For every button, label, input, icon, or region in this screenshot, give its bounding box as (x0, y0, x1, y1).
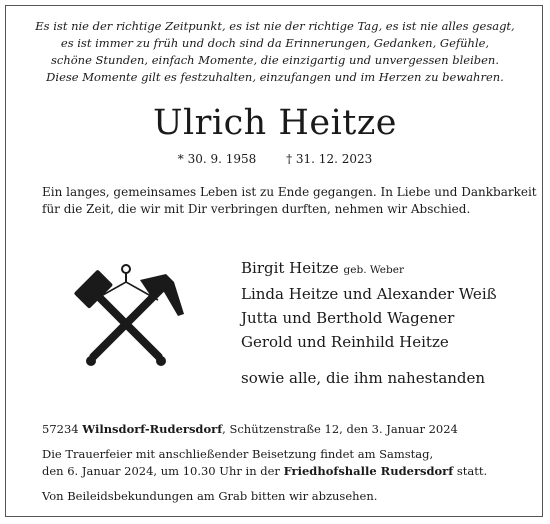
mourner-entry (241, 256, 541, 282)
spacer (42, 438, 532, 446)
funeral-line (42, 463, 532, 480)
poem-line: Diese Momente gilt es festzuhalten, einzufangen und im Herzen zu bewahren. (46, 70, 504, 84)
funeral-venue: Friedhofshalle Rudersdorf (283, 464, 454, 478)
condolence-note: Von Beileidsbekundungen am Grab bitten wir abzusehen. (42, 489, 378, 503)
deceased-name: Ulrich Heitze (152, 103, 398, 143)
footer-info (42, 421, 532, 505)
birth-date: * 30. 9. 1958 (177, 152, 257, 166)
death-date: † 31. 12. 2023 (286, 152, 373, 166)
poem (0, 18, 550, 86)
farewell-line: für die Zeit, die wir mit Dir verbringen durften, nehmen wir Abschied. (42, 202, 471, 216)
farewell-text (42, 184, 537, 218)
funeral-date: den 6. Januar 2024, um 10.30 Uhr in der (42, 464, 284, 478)
postcode: 57234 (42, 422, 79, 436)
mourner-entry: Linda Heitze und Alexander Weiß (241, 285, 497, 303)
poem-line: schöne Stunden, einfach Momente, die einzigartig und unvergessen bleiben. (51, 53, 499, 67)
mourner-entry: Gerold und Reinhild Heitze (241, 333, 449, 351)
mourner-name: Birgit Heitze (241, 259, 339, 277)
poem-line: es ist immer zu früh und doch sind da Erinnerungen, Gedanken, Gefühle, (60, 36, 490, 50)
street-address: , Schützenstraße 12, den 3. Januar 2024 (222, 422, 458, 436)
hammer-and-pick-icon (66, 262, 186, 372)
funeral-line: Die Trauerfeier mit anschließender Beisetzung findet am Samstag, (42, 447, 434, 461)
town: Wilnsdorf-Rudersdorf (82, 422, 223, 436)
funeral-suffix: statt. (453, 464, 488, 478)
life-dates (0, 151, 550, 167)
maiden-name-note: geb. Weber (343, 264, 404, 276)
mourner-entry: Jutta und Berthold Wagener (241, 309, 455, 327)
mourners-all: sowie alle, die ihm nahestanden (241, 369, 486, 387)
address-line (42, 421, 532, 438)
poem-line: Es ist nie der richtige Zeitpunkt, es ist nie der richtige Tag, es ist nie alles gesagt, (35, 19, 515, 33)
farewell-line: Ein langes, gemeinsames Leben ist zu Ende gegangen. In Liebe und Dankbarkeit (42, 185, 537, 199)
mourners-list (241, 256, 541, 390)
